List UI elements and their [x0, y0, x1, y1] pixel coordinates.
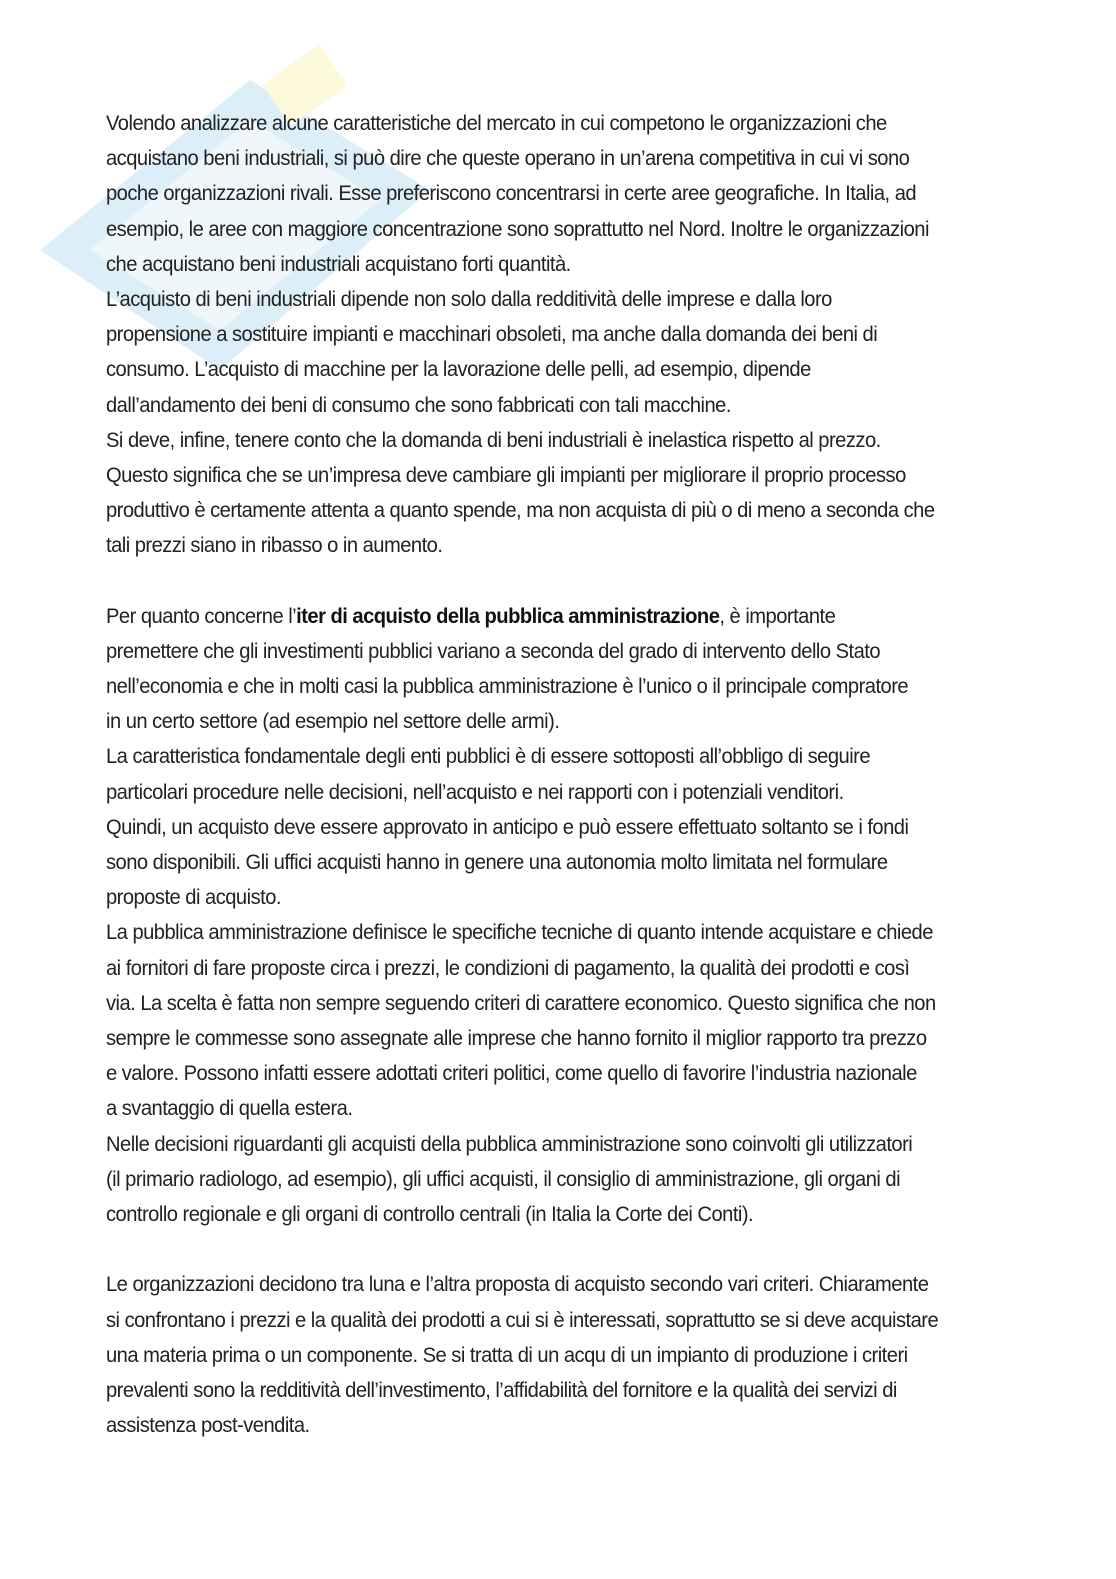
paragraph-gap: [106, 1232, 974, 1267]
text-line: sempre le commesse sono assegnate alle imprese che hanno fornito il miglior rapporto tra prezzo: [106, 1027, 927, 1051]
text-line: poche organizzazioni rivali. Esse preferiscono concentrarsi in certe aree geografiche. In Italia, ad: [106, 182, 917, 206]
text-segment: Per quanto concerne l’: [106, 604, 297, 628]
text-line: controllo regionale e gli organi di controllo centrali (in Italia la Corte dei Conti).: [106, 1203, 754, 1227]
text-line: dall’andamento dei beni di consumo che sono fabbricati con tali macchine.: [106, 393, 731, 417]
text-line: che acquistano beni industriali acquistano forti quantità.: [106, 252, 571, 276]
text-line: Le organizzazioni decidono tra luna e l’altra proposta di acquisto secondo vari criteri. Chiaramente: [106, 1273, 929, 1297]
text-line: proposte di acquisto.: [106, 886, 281, 910]
paragraph-gap: [106, 564, 974, 599]
text-line: particolari procedure nelle decisioni, nell’acquisto e nei rapporti con i potenziali venditori.: [106, 780, 844, 804]
text-line: sono disponibili. Gli uffici acquisti hanno in genere una autonomia molto limitata nel formulare: [106, 851, 888, 875]
text-line: nell’economia e che in molti casi la pubblica amministrazione è l’unico o il principale compratore: [106, 675, 909, 699]
text-line: consumo. L’acquisto di macchine per la lavorazione delle pelli, ad esempio, dipende: [106, 358, 811, 382]
text-line: produttivo è certamente attenta a quanto spende, ma non acquista di più o di meno a seconda che: [106, 499, 935, 523]
text-line: La pubblica amministrazione definisce le specifiche tecniche di quanto intende acquistare e chiede: [106, 921, 933, 945]
text-line: assistenza post-vendita.: [106, 1414, 310, 1438]
text-line: a svantaggio di quella estera.: [106, 1097, 353, 1121]
text-line: esempio, le aree con maggiore concentrazione sono soprattutto nel Nord. Inoltre le organizzazioni: [106, 217, 929, 241]
text-line: acquistano beni industriali, si può dire che queste operano in un’arena competitiva in cui vi sono: [106, 147, 910, 171]
text-line: Volendo analizzare alcune caratteristiche del mercato in cui competono le organizzazioni che: [106, 112, 887, 135]
text-line: premettere che gli investimenti pubblici variano a seconda del grado di intervento dello Stato: [106, 639, 881, 663]
bold-term: iter di acquisto della pubblica amministrazione: [296, 604, 720, 628]
text-line: Nelle decisioni riguardanti gli acquisti della pubblica amministrazione sono coinvolti gli utilizzatori: [106, 1132, 913, 1156]
text-line: in un certo settore (ad esempio nel settore delle armi).: [106, 710, 560, 734]
section-intro-line: [106, 599, 974, 634]
text-line: e valore. Possono infatti essere adottati criteri politici, come quello di favorire l’industria nazionale: [106, 1062, 917, 1086]
text-line: ai fornitori di fare proposte circa i prezzi, le condizioni di pagamento, la qualità dei prodotti e così: [106, 956, 910, 980]
document-body: [106, 106, 974, 1443]
text-line: La caratteristica fondamentale degli enti pubblici è di essere sottoposti all’obbligo di seguire: [106, 745, 871, 769]
text-line: propensione a sostituire impianti e macchinari obsoleti, ma anche dalla domanda dei beni di: [106, 323, 878, 347]
text-line: si confrontano i prezzi e la qualità dei prodotti a cui si è interessati, soprattutto se si deve acquistare: [106, 1308, 939, 1332]
text-line: L’acquisto di beni industriali dipende non solo dalla redditività delle imprese e dalla loro: [106, 288, 832, 312]
text-line: Si deve, infine, tenere conto che la domanda di beni industriali è inelastica rispetto al prezzo.: [106, 428, 881, 452]
text-line: Questo significa che se un’impresa deve cambiare gli impianti per migliorare il proprio processo: [106, 464, 906, 488]
text-line: via. La scelta è fatta non sempre seguendo criteri di carattere economico. Questo significa che non: [106, 991, 936, 1015]
text-line: una materia prima o un componente. Se si tratta di un acqu di un impianto di produzione i criteri: [106, 1343, 908, 1367]
text-line: prevalenti sono la redditività dell’investimento, l’affidabilità del fornitore e la qualità dei servizi di: [106, 1378, 897, 1402]
text-line: (il primario radiologo, ad esempio), gli uffici acquisti, il consiglio di amministrazione, gli organi di: [106, 1167, 901, 1191]
text-segment: , è importante: [719, 604, 836, 628]
text-line: Quindi, un acquisto deve essere approvato in anticipo e può essere effettuato soltanto se i fondi: [106, 815, 909, 839]
text-line: tali prezzi siano in ribasso o in aumento.: [106, 534, 443, 558]
